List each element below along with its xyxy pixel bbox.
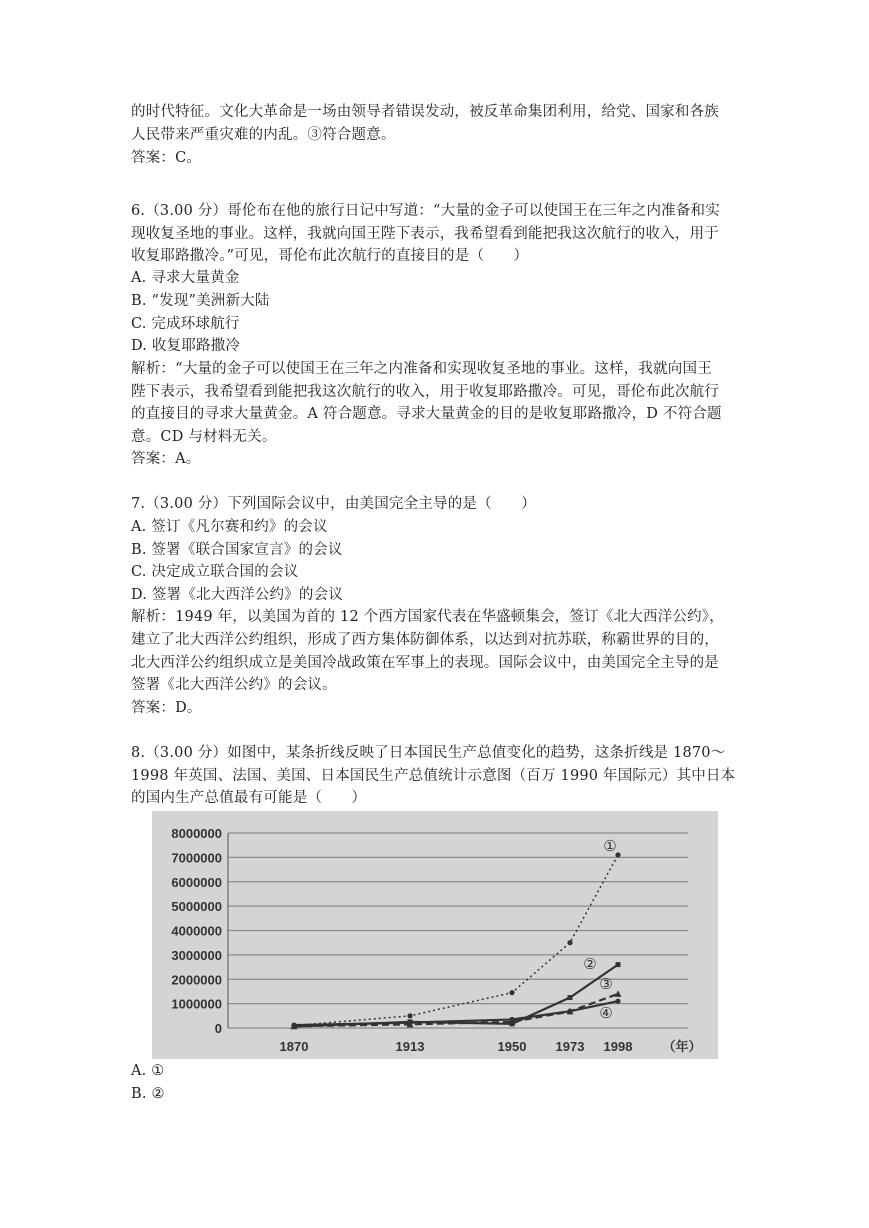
series-label: ② — [583, 955, 597, 973]
y-tick-label: 0 — [214, 1021, 222, 1036]
q6-stem-line-1: 6.（3.00 分）哥伦布在他的旅行日记中写道：“大量的金子可以使国王在三年之内准备和实 — [131, 203, 720, 219]
intro-answer: 答案：C。 — [131, 150, 202, 166]
gdp-line-chart — [152, 811, 718, 1059]
q6-analysis-line-4: 意。CD 与材料无关。 — [131, 429, 277, 445]
q8-stem-line-2: 1998 年英国、法国、美国、日本国民生产总值统计示意图（百万 1990 年国际元）其中日本 — [131, 768, 736, 784]
q8-stem-line-1: 8.（3.00 分）如图中，某条折线反映了日本国民生产总值变化的趋势，这条折线是 1870～ — [131, 745, 726, 761]
y-tick-label: 2000000 — [171, 972, 222, 988]
y-tick-label: 4000000 — [171, 923, 222, 939]
q7-option-c: C. 决定成立联合国的会议 — [131, 564, 299, 580]
data-point — [509, 1017, 514, 1022]
q7-option-a: A. 签订《凡尔赛和约》的会议 — [131, 519, 328, 535]
q6-answer: 答案：A。 — [131, 451, 201, 467]
series-label: ① — [603, 837, 617, 855]
data-point — [291, 1022, 296, 1027]
q7-analysis-line-1: 解析：1949 年，以美国为首的 12 个西方国家代表在华盛顿集会，签订《北大西洋公约》， — [131, 609, 724, 625]
q8-option-a: A. ① — [131, 1063, 165, 1079]
q6-stem-line-2: 现收复圣地的事业。这样，我就向国王陛下表示，我希望看到能把我这次航行的收入，用于 — [131, 226, 719, 242]
y-tick-label: 7000000 — [171, 850, 222, 866]
q6-option-b: B. “发现”美洲新大陆 — [131, 293, 270, 309]
data-point — [615, 999, 620, 1004]
q6-option-d: D. 收复耶路撒冷 — [131, 338, 241, 354]
y-tick-label: 3000000 — [171, 947, 222, 963]
q6-analysis-line-3: 的直接目的寻求大量黄金。A 符合题意。寻求大量黄金的目的是收复耶路撒冷，D 不符合题 — [131, 406, 722, 422]
q8-option-b: B. ② — [131, 1086, 165, 1102]
x-unit-label: （年） — [662, 1039, 702, 1054]
data-point — [568, 995, 573, 1000]
y-tick-label: 1000000 — [171, 996, 222, 1012]
q7-analysis-line-3: 北大西洋公约组织成立是美国冷战政策在军事上的表现。国际会议中，由美国完全主导的是 — [131, 655, 719, 671]
x-tick-label: 1870 — [279, 1039, 309, 1054]
q7-answer: 答案：D。 — [131, 700, 202, 716]
chart-svg — [152, 811, 718, 1059]
data-point — [567, 1009, 572, 1014]
data-point — [407, 1013, 412, 1018]
q8-stem-line-3: 的国内生产总值最有可能是（ ） — [131, 790, 367, 806]
q7-option-b: B. 签署《联合国家宣言》的会议 — [131, 542, 343, 558]
q6-stem-line-3: 收复耶路撒冷。”可见，哥伦布此次航行的直接目的是（ ） — [131, 248, 529, 264]
q7-analysis-line-4: 签署《北大西洋公约》的会议。 — [131, 677, 337, 693]
x-tick-label: 1973 — [555, 1039, 585, 1054]
intro-line-2: 人民带来严重灾难的内乱。③符合题意。 — [131, 127, 396, 143]
series-label: ④ — [599, 1004, 613, 1022]
y-tick-label: 8000000 — [171, 826, 222, 841]
series-label: ③ — [599, 975, 613, 993]
q6-analysis-line-2: 陛下表示，我希望看到能把我这次航行的收入，用于收复耶路撒冷。可见，哥伦布此次航行 — [131, 384, 719, 400]
data-point — [509, 990, 514, 995]
x-tick-label: 1998 — [603, 1039, 633, 1054]
y-tick-label: 6000000 — [171, 874, 222, 890]
q7-analysis-line-2: 建立了北大西洋公约组织，形成了西方集体防御体系，以达到对抗苏联，称霸世界的目的， — [131, 632, 719, 648]
q7-stem: 7.（3.00 分）下列国际会议中，由美国完全主导的是（ ） — [131, 496, 536, 512]
x-tick-label: 1913 — [395, 1039, 425, 1054]
intro-line-1: 的时代特征。文化大革命是一场由领导者错误发动，被反革命集团利用，给党、国家和各族 — [131, 104, 719, 120]
data-point — [616, 962, 621, 967]
data-point — [407, 1020, 412, 1025]
q6-analysis-line-1: 解析：“大量的金子可以使国王在三年之内准备和实现收复圣地的事业。这样，我就向国王 — [131, 361, 712, 377]
q6-option-a: A. 寻求大量黄金 — [131, 270, 240, 286]
q7-option-d: D. 签署《北大西洋公约》的会议 — [131, 587, 344, 603]
data-point — [567, 940, 572, 945]
y-tick-label: 5000000 — [171, 899, 222, 915]
q6-option-c: C. 完成环球航行 — [131, 316, 240, 332]
x-tick-label: 1950 — [497, 1039, 527, 1054]
